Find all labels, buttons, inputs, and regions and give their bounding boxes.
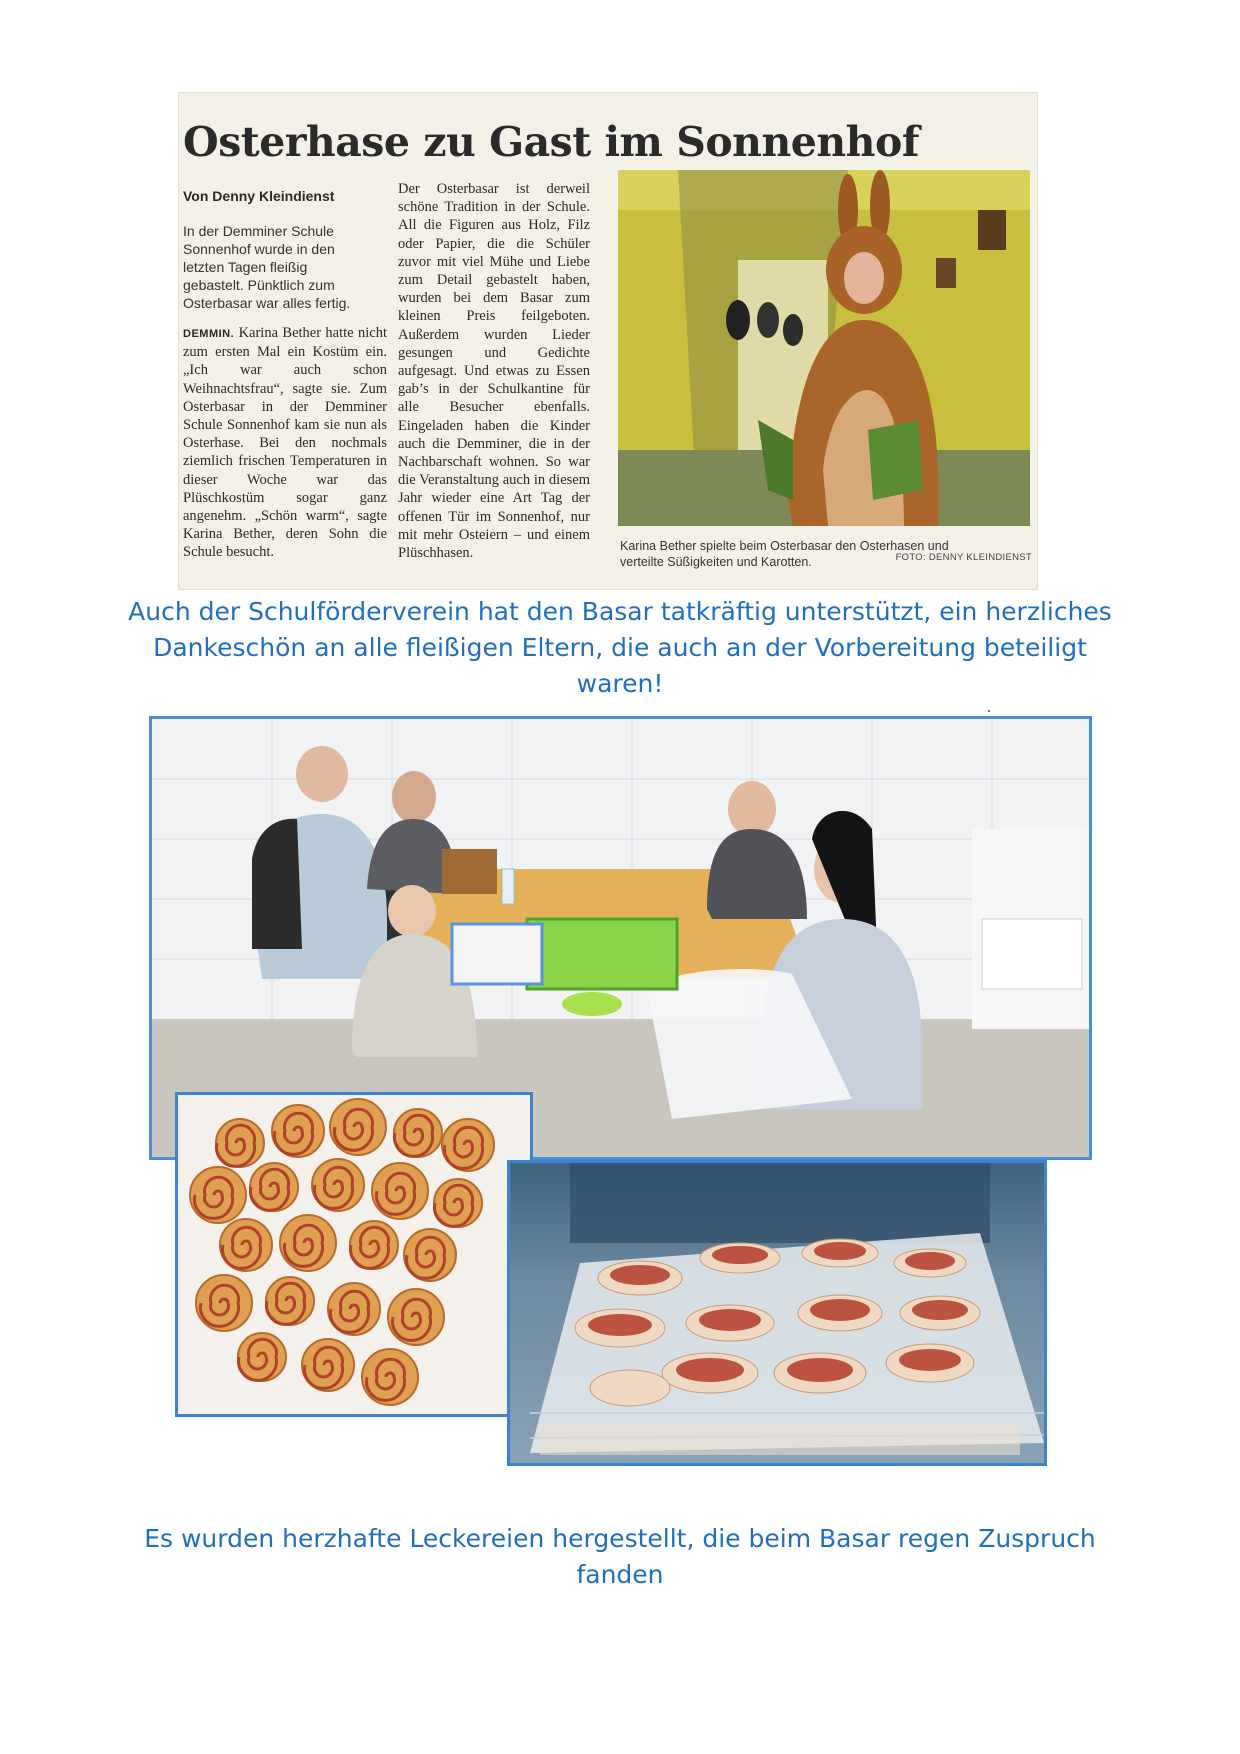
pizza-snail (312, 1159, 364, 1211)
pizza-snail (350, 1221, 398, 1269)
pizza-snail (442, 1119, 494, 1171)
pizza-snail (196, 1275, 252, 1331)
newspaper-clipping (178, 92, 1038, 590)
pizza-snail (362, 1349, 418, 1405)
article-lead: In der Demminer Schule Sonnenhof wurde in den letzten Tagen fleißig gebastelt. Pünktlich zum Osterbasar war alles fertig. (183, 223, 351, 311)
page-speck (988, 710, 990, 712)
pizza-snail (404, 1229, 456, 1281)
pizza-snail (388, 1289, 444, 1345)
pizza-snail (372, 1163, 428, 1219)
article-byline: Von Denny Kleindienst (183, 188, 335, 204)
article-column-1 (183, 324, 387, 562)
clipped-text-fragment (178, 94, 182, 112)
pizza-snail (216, 1119, 264, 1167)
pizza-snail (302, 1339, 354, 1391)
pizza-snail (280, 1215, 336, 1271)
pizza-snails-photo (175, 1092, 533, 1417)
thanks-text: Auch der Schulförderverein hat den Basar tatkräftig unterstützt, ein herzliches Dankeschön an alle fleißigen Eltern, die auch an der Vorbereitung beteiligt waren! (128, 597, 1112, 698)
pizza-snail (272, 1105, 324, 1157)
pizza-snail (238, 1333, 286, 1381)
photo-credit: FOTO: DENNY KLEINDIENST (895, 552, 1032, 563)
pizza-snail (328, 1283, 380, 1335)
article-column-2: Der Osterbasar ist derweil schöne Tradition in der Schule. All die Figuren aus Holz, Filz oder Papier, die die Schüler zuvor mit viel Mühe und Liebe zum Detail gebastelt haben, wurden bei dem Basar zum kleinen Preis feilgeboten. Außerdem wurden Lieder gesungen und Gedichte aufgesagt. Und etwas zu Essen gab’s in der Schulkantine für alle Besucher ebenfalls. Eingeladen haben die Kinder auch die Demminer, die in der Nachbarschaft wohnen. So war die Veranstaltung auch in diesem Jahr wieder eine Art Tag der offenen Tür im Sonnenhof, nur mit mehr Osteiern – und einem Plüschhasen. (398, 181, 590, 562)
treats-text: Es wurden herzhafte Leckereien hergestellt, die beim Basar regen Zuspruch fanden (144, 1524, 1096, 1589)
pizza-snails-illustration (178, 1095, 530, 1414)
article-dateline: DEMMIN. (183, 328, 235, 340)
easter-bunny-illustration (618, 170, 1030, 526)
oven-illustration (510, 1163, 1044, 1463)
pizza-snail (266, 1277, 314, 1325)
article-headline: Osterhase zu Gast im Sonnenhof (183, 118, 919, 166)
pizza-snail (330, 1099, 386, 1155)
easter-bunny-photo (618, 170, 1030, 526)
oven-baking-photo (507, 1160, 1047, 1466)
article-column-1-text: Karina Bether hatte nicht zum ersten Mal ein Kostüm ein. „Ich war auch schon Weihnachtsfrau“, sagte sie. Zum Osterbasar in der Demminer Schule Sonnenhof kam sie nun als Osterhase. Bei den nochmals ziemlich frischen Temperaturen in dieser Woche war das Plüschkostüm sogar ganz angenehm. „Schön warm“, sagte Karina Bether, deren Sohn die Schule besucht. (183, 325, 387, 561)
pizza-snail (190, 1167, 246, 1223)
pizza-snail (250, 1163, 298, 1211)
photo-caption: Karina Bether spielte beim Osterbasar den Osterhasen und verteilte Süßigkeiten und Karotten. (620, 539, 949, 569)
pizza-snail (220, 1219, 272, 1271)
pizza-snail (394, 1109, 442, 1157)
pizza-snail (434, 1179, 482, 1227)
